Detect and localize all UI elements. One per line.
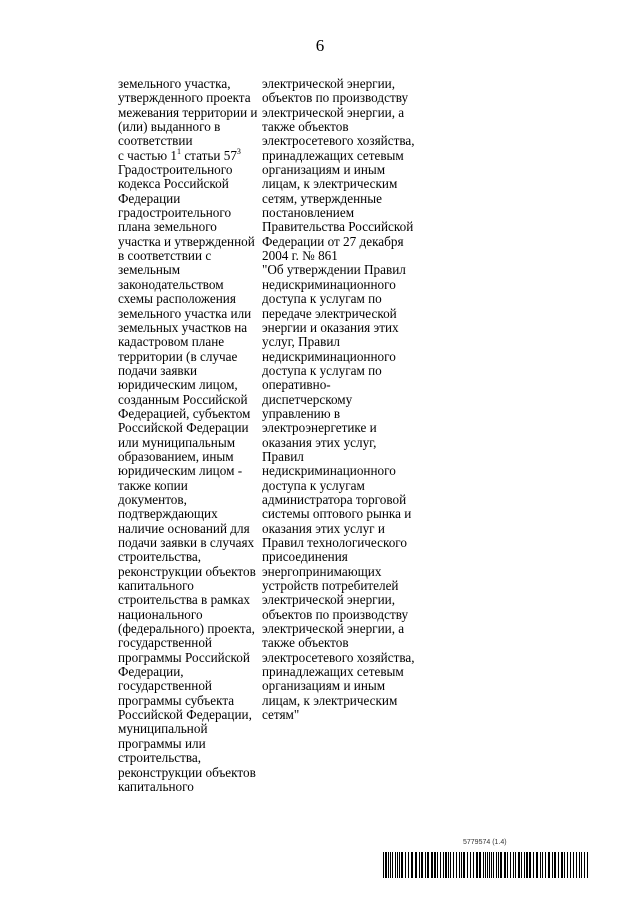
citation-middle: статьи 57: [181, 147, 237, 163]
barcode-bar: [476, 852, 478, 878]
barcode-bar: [434, 852, 436, 878]
barcode-bar: [453, 852, 454, 878]
text-line: доступа к услугам по: [262, 291, 382, 307]
text-line: электрической энергии, а: [262, 621, 405, 637]
barcode-bar: [450, 852, 451, 878]
text-line: электрической энергии,: [262, 592, 396, 608]
barcode-bar: [463, 852, 465, 878]
text-line: организациям и иным: [262, 678, 386, 694]
superscript: 3: [236, 146, 241, 156]
text-line: сетям": [262, 707, 300, 723]
text-line: электросетевого хозяйства,: [262, 649, 415, 665]
text-line: также объектов: [262, 635, 349, 651]
text-line: управлению в: [262, 405, 341, 421]
barcode-bar: [459, 852, 460, 878]
text-line: лицам, к электрическим: [262, 692, 398, 708]
citation-line: [118, 146, 257, 163]
barcode-bar: [498, 852, 499, 878]
text-line: устройств потребителей: [262, 578, 399, 594]
text-line: подтверждающих: [118, 506, 218, 522]
barcode-bar: [536, 852, 538, 878]
barcode-bar: [448, 852, 449, 878]
text-line: земельного участка,: [118, 76, 231, 91]
text-line: плана земельного: [118, 219, 217, 235]
barcode-bar: [405, 852, 406, 878]
text-line: (или) выданного в: [118, 119, 221, 135]
barcode-bar: [411, 852, 413, 878]
text-line: подачи заявки в случаях: [118, 535, 255, 550]
barcode-bar: [518, 852, 520, 878]
barcode-bar: [390, 852, 391, 878]
barcode-bar: [548, 852, 550, 878]
text-line: Правил: [262, 448, 304, 464]
text-line: 2004 г. № 861: [262, 248, 338, 264]
text-line: Градостроительного: [118, 162, 233, 178]
barcode-label: 5779574 (1.4): [463, 839, 507, 846]
text-line: созданным Российской: [118, 391, 248, 407]
text-line: кодекса Российской: [118, 176, 229, 192]
barcode-bar: [540, 852, 541, 878]
text-line: Российской Федерации,: [118, 707, 252, 723]
barcode-bar: [545, 852, 546, 878]
barcode-bar: [479, 852, 481, 878]
barcode-bar: [419, 852, 420, 878]
text-line: программы субъекта: [118, 692, 235, 708]
page-number: 6: [315, 36, 325, 55]
text-line: государственной: [118, 678, 212, 694]
barcode-bar: [496, 852, 497, 878]
right-column: [262, 77, 415, 722]
text-line: национального: [118, 606, 203, 622]
text-line: системы оптового рынка и: [262, 506, 412, 522]
text-line: схемы расположения: [118, 291, 236, 307]
barcode-bar: [513, 852, 514, 878]
barcode-bar: [542, 852, 543, 878]
text-line: Федерации: [118, 190, 181, 206]
text-line: постановлением: [262, 205, 355, 221]
text-line: программы Российской: [118, 649, 250, 665]
text-line: межевания территории и: [118, 104, 258, 120]
barcode-bar: [564, 852, 565, 878]
text-line: Российской Федерации: [118, 420, 249, 436]
barcode-bar: [510, 852, 511, 878]
text-line: земельным: [118, 262, 181, 278]
text-line: организациям и иным: [262, 162, 386, 178]
barcode-bar: [385, 852, 387, 878]
barcode-bar: [392, 852, 393, 878]
text-line: государственной: [118, 635, 212, 651]
barcode-bar: [425, 852, 426, 878]
barcode-bar: [584, 852, 585, 878]
text-line: земельных участков на: [118, 319, 248, 335]
text-line: законодательством: [118, 276, 224, 292]
barcode-bar: [552, 852, 553, 878]
barcode-bar: [581, 852, 582, 878]
barcode-bar: [500, 852, 502, 878]
barcode-bar: [521, 852, 522, 878]
superscript: 1: [177, 146, 182, 156]
barcode-bar: [415, 852, 417, 878]
barcode-bar: [567, 852, 568, 878]
text-line: капитального: [118, 578, 194, 594]
barcode-bar: [515, 852, 516, 878]
text-line: документов,: [118, 491, 187, 507]
barcode-bar: [561, 852, 563, 878]
text-line: градостроительного: [118, 205, 232, 221]
text-line: электрической энергии, а: [262, 104, 405, 120]
barcode-bar: [533, 852, 534, 878]
text-line: наличие оснований для: [118, 520, 250, 536]
barcode-bar: [576, 852, 577, 878]
barcode-bar: [570, 852, 571, 878]
barcode-bar: [579, 852, 580, 878]
text-line: реконструкции объектов: [118, 563, 256, 579]
barcode-bar: [493, 852, 494, 878]
text-line: лицам, к электрическим: [262, 176, 398, 192]
text-line: муниципальной: [118, 721, 208, 737]
barcode-bar: [456, 852, 457, 878]
text-line: или муниципальным: [118, 434, 236, 450]
text-line: соответствии: [118, 133, 193, 149]
text-line: доступа к услугам по: [262, 362, 382, 378]
text-line: кадастровом плане: [118, 334, 225, 350]
barcode-bar: [440, 852, 441, 878]
barcode-bar: [408, 852, 409, 878]
text-line: сетям, утвержденные: [262, 190, 382, 206]
text-line: участка и утвержденной: [118, 233, 255, 249]
text-line: также объектов: [262, 119, 349, 135]
text-line: юридическим лицом -: [118, 463, 243, 479]
text-line: образованием, иным: [118, 448, 234, 464]
text-line: доступа к услугам: [262, 477, 365, 493]
text-line: объектов по производству: [262, 606, 409, 622]
left-column: [118, 77, 257, 794]
barcode-bar: [437, 852, 438, 878]
text-line: утвержденного проекта: [118, 90, 251, 106]
text-line: принадлежащих сетевым: [262, 664, 404, 680]
text-line: недискриминационного: [262, 348, 396, 364]
text-line: энергии и оказания этих: [262, 319, 399, 335]
text-line: электроэнергетике и: [262, 420, 377, 436]
barcode-bar: [388, 852, 389, 878]
text-line: территории (в случае: [118, 348, 238, 364]
barcode-bar: [427, 852, 429, 878]
text-line: в соответствии с: [118, 248, 212, 264]
text-line: Федерации от 27 декабря: [262, 233, 404, 249]
text-line: реконструкции объектов: [118, 764, 256, 780]
barcode-bar: [489, 852, 490, 878]
text-line: администратора торговой: [262, 491, 407, 507]
barcode-image: [383, 852, 590, 878]
barcode-bar: [524, 852, 525, 878]
text-line: Федерацией, субъектом: [118, 405, 251, 421]
text-line: услуг, Правил: [262, 334, 340, 350]
text-line: земельного участка или: [118, 305, 252, 321]
text-line: энергопринимающих: [262, 563, 382, 579]
citation-prefix: с частью 1: [118, 147, 178, 163]
text-line: оперативно-: [262, 377, 331, 393]
barcode-bar: [587, 852, 588, 878]
text-line: принадлежащих сетевым: [262, 147, 404, 163]
text-line: юридическим лицом,: [118, 377, 238, 393]
barcode-bar: [483, 852, 484, 878]
text-line: Правил технологического: [262, 535, 407, 550]
text-line: передаче электрической: [262, 305, 397, 321]
text-line: (федерального) проекта,: [118, 621, 255, 637]
barcode-bar: [443, 852, 444, 878]
text-line: электросетевого хозяйства,: [262, 133, 415, 149]
text-line: подачи заявки: [118, 362, 198, 378]
text-line: недискриминационного: [262, 276, 396, 292]
text-line: электрической энергии,: [262, 76, 396, 91]
text-line: капитального: [118, 778, 194, 794]
text-line: строительства,: [118, 750, 202, 766]
barcode-bar: [421, 852, 423, 878]
barcode-bar: [529, 852, 531, 878]
barcode-bar: [401, 852, 403, 878]
barcode-bar: [573, 852, 574, 878]
barcode-bar: [397, 852, 398, 878]
text-line: программы или: [118, 735, 206, 751]
barcode-bar: [554, 852, 556, 878]
text-line: строительства,: [118, 549, 202, 565]
barcode-bar: [470, 852, 471, 878]
barcode-bar: [487, 852, 488, 878]
text-line: Федерации,: [118, 664, 184, 680]
barcode-bar: [526, 852, 528, 878]
text-line: Правительства Российской: [262, 219, 414, 235]
barcode-bar: [467, 852, 468, 878]
text-line: строительства в рамках: [118, 592, 251, 608]
barcode-bar: [383, 852, 384, 878]
barcode-bar: [507, 852, 508, 878]
barcode-bar: [395, 852, 396, 878]
text-line: "Об утверждении Правил: [262, 262, 406, 278]
barcode-bar: [558, 852, 559, 878]
text-line: недискриминационного: [262, 463, 396, 479]
text-line: присоединения: [262, 549, 348, 565]
text-line: оказания этих услуг,: [262, 434, 377, 450]
text-line: объектов по производству: [262, 90, 409, 106]
text-line: оказания этих услуг и: [262, 520, 385, 536]
text-line: также копии: [118, 477, 188, 493]
barcode-bar: [431, 852, 433, 878]
barcode-bar: [445, 852, 447, 878]
text-line: диспетчерскому: [262, 391, 353, 407]
barcode-bar: [504, 852, 506, 878]
barcode-bar: [473, 852, 474, 878]
barcode-bar: [491, 852, 492, 878]
barcode-bar: [461, 852, 462, 878]
barcode-bar: [399, 852, 400, 878]
barcode-bar: [485, 852, 486, 878]
